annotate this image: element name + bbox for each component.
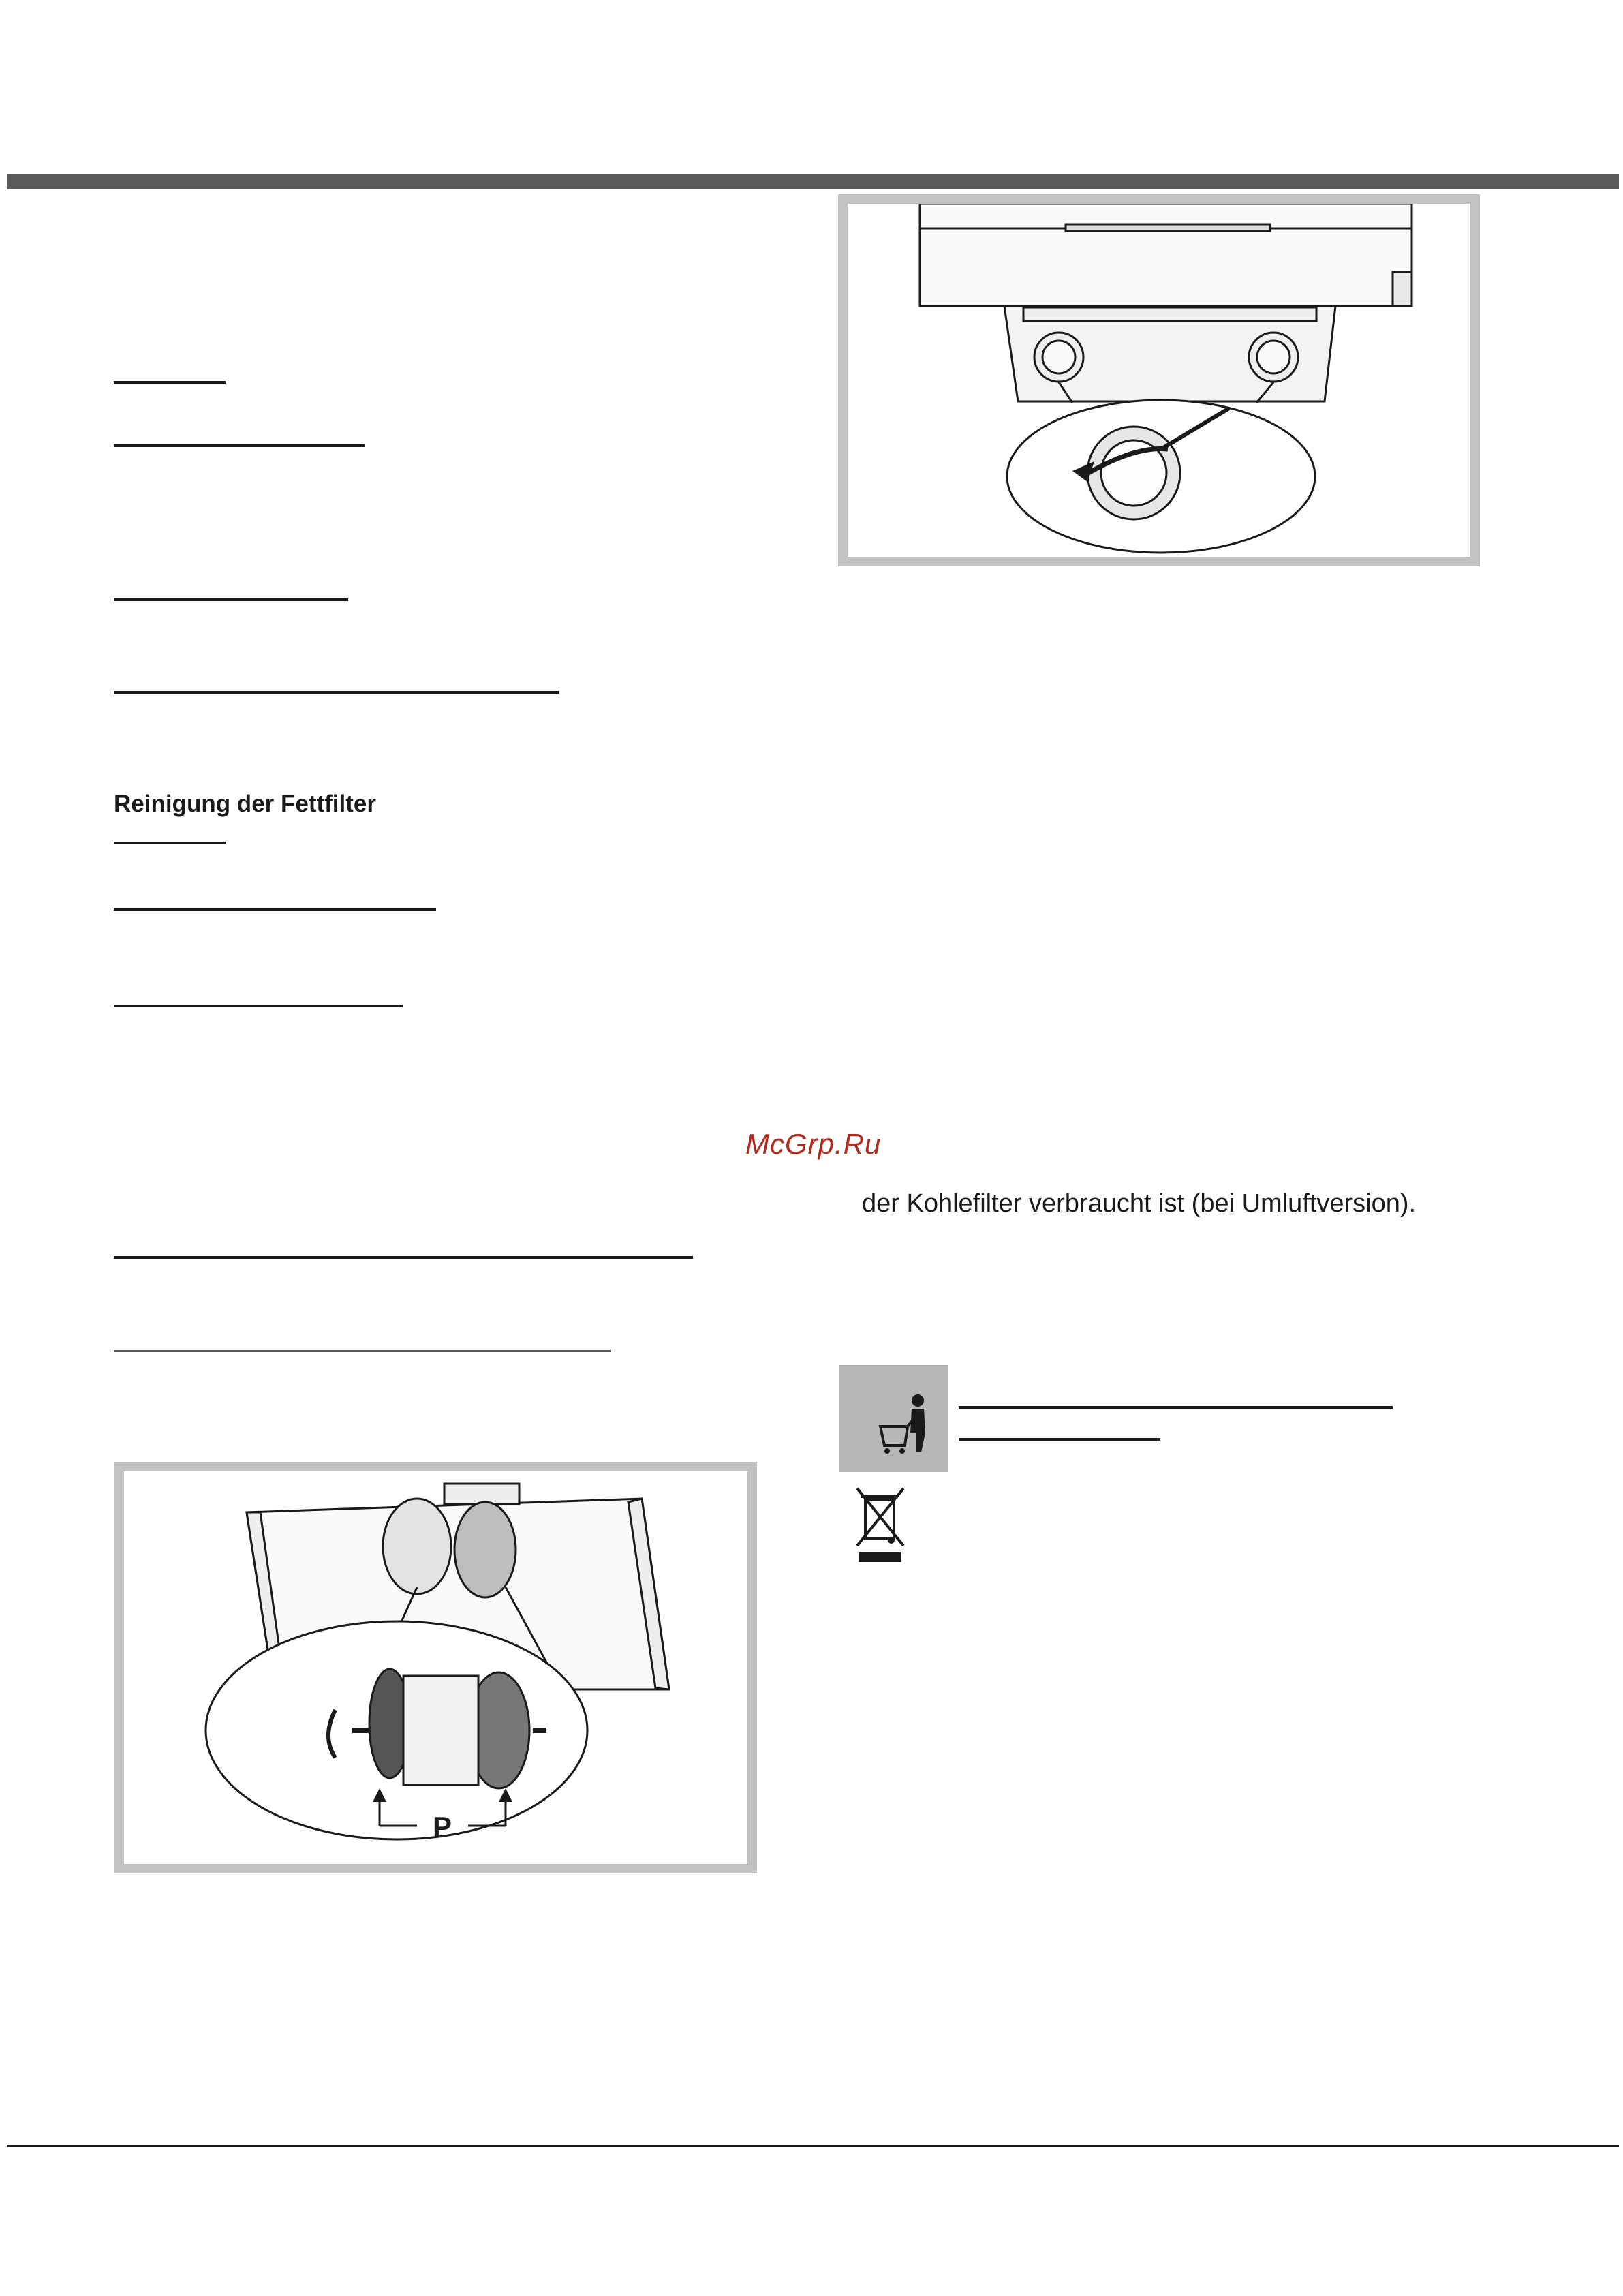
underline-rule: [114, 908, 436, 911]
carbon-filter-drawing: [124, 1471, 747, 1864]
underline-rule: [114, 1350, 611, 1352]
underline-rule: [959, 1438, 1160, 1441]
footer-rule: [7, 2145, 1619, 2147]
body-text-line: der Kohlefilter verbraucht ist (bei Umluftversion).: [862, 1189, 1417, 1218]
underline-rule: [114, 842, 226, 844]
underline-rule: [114, 1256, 693, 1259]
underline-rule: [114, 691, 559, 694]
section-heading: Reinigung der Fettfilter: [114, 791, 376, 817]
underline-rule: [959, 1406, 1393, 1409]
lamp-removal-figure: [838, 194, 1480, 566]
person-with-shopping-cart-icon: [839, 1365, 948, 1472]
header-rule: [7, 174, 1619, 189]
filter-label: P: [432, 1811, 452, 1843]
underline-rule: [114, 598, 348, 601]
crossed-out-wheelie-bin-icon: [853, 1484, 908, 1566]
carbon-filter-figure: [114, 1462, 757, 1873]
underline-rule: [114, 1005, 403, 1007]
underline-rule: [114, 444, 365, 447]
watermark: McGrp.Ru: [745, 1128, 882, 1160]
underline-rule: [114, 381, 226, 384]
lamp-removal-drawing: [848, 204, 1470, 557]
